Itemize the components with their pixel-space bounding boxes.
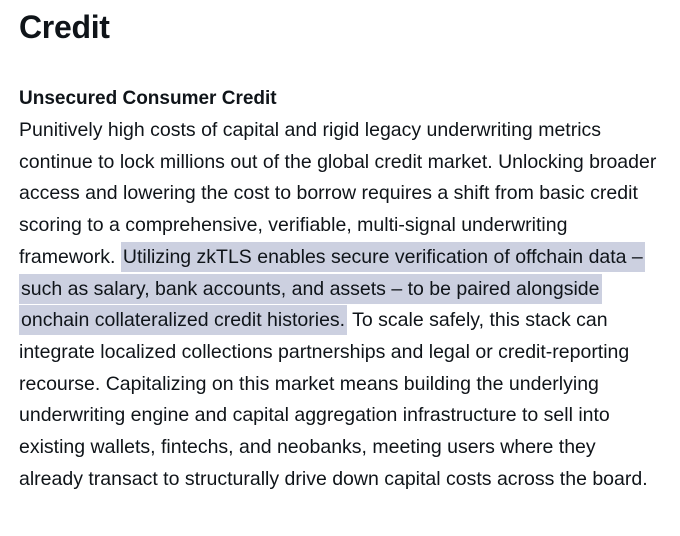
subheading: Unsecured Consumer Credit	[19, 88, 277, 109]
paragraph-text-before: Punitively high costs of capital and rigid legacy underwriting metrics continue to lock millions out of the global credit market. Unlocking broader access and lowering the cost to borrow requires a shift from basic credit scoring to a comprehensive, verifiable, multi-signal underwriting framework.	[19, 119, 657, 268]
highlighted-text[interactable]: Utilizing zkTLS enables secure verification of offchain data – such as salary, bank accounts, and assets – to be paired alongside onchain collateralized credit histories.	[19, 242, 645, 335]
body-paragraph	[19, 115, 659, 495]
section-title: Credit	[19, 9, 110, 45]
article-section	[19, 0, 669, 495]
paragraph-text-after: To scale safely, this stack can integrate localized collections partnerships and legal or credit-reporting recourse. Capitalizing on this market means building the underlying underwriting engine and capital aggregation infrastructure to sell into existing wallets, fintechs, and neobanks, meeting users where they already transact to structurally drive down capital costs across the board.	[19, 309, 648, 490]
